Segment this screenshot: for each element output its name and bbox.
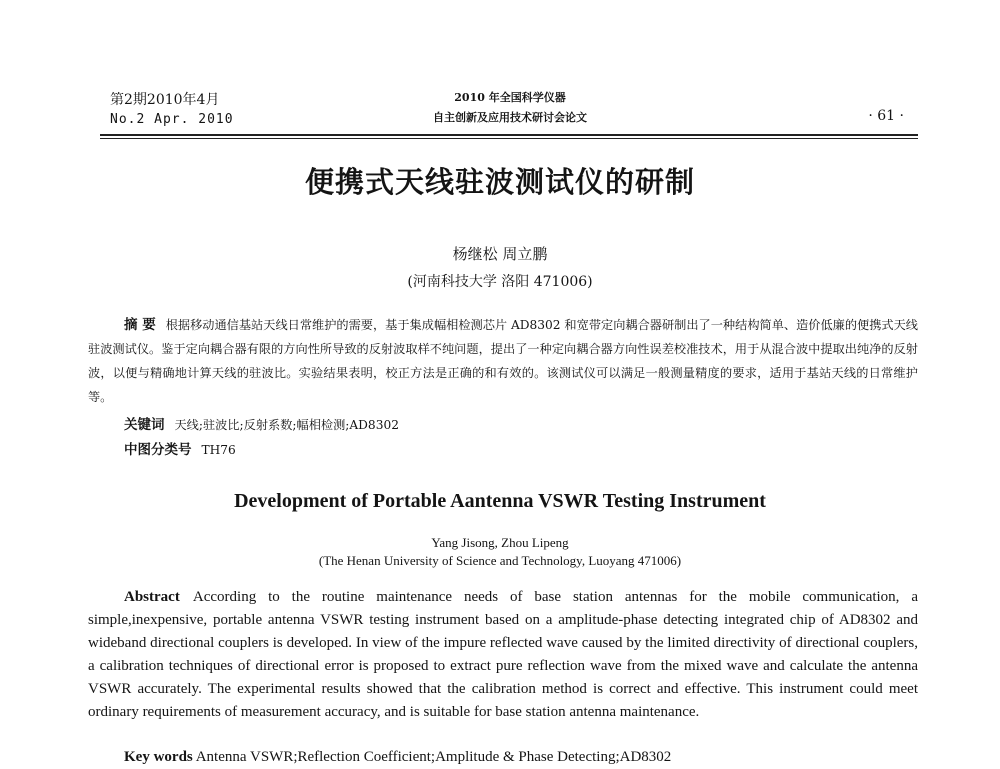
journal-issue	[110, 90, 234, 130]
affiliation-en: (The Henan University of Science and Technology, Luoyang 471006)	[318, 553, 682, 568]
classification-cn-text: TH76	[201, 443, 236, 457]
abstract-en	[88, 586, 918, 724]
authors-en: Yang Jisong, Zhou Lipeng	[431, 535, 569, 550]
conference-name	[380, 88, 640, 128]
issue-cn: 第2期2010年4月	[110, 92, 220, 108]
keywords-en-label: Key words	[124, 749, 193, 765]
paper-title-en: Development of Portable Aantenna VSWR Testing Instrument	[234, 490, 766, 512]
header-rule	[100, 134, 918, 136]
keywords-en	[124, 746, 671, 769]
abstract-cn	[88, 313, 918, 409]
classification-cn	[124, 438, 236, 458]
header-rule-thin	[100, 138, 918, 139]
keywords-cn	[124, 413, 399, 433]
abstract-en-text: According to the routine maintenance needs of base station antennas for the mobile communication, a simple,inexpensive, portable antenna VSWR testing instrument based on a amplitude-phase detecting integrated chip of AD8302 and wideband directional couplers is developed. In view of the impure reflected wave caused by the limited directivity of directional couplers, a calibration techniques of directional error is proposed to extract pure reflection wave from the mixed wave and calculate the antenna VSWR accurately. The experimental results showed that the calibration method is correct and effective. This instrument could meet ordinary requirements of measurement accuracy, and is suitable for base station antenna maintenance.	[88, 589, 918, 720]
classification-cn-label: 中图分类号	[124, 442, 192, 458]
conference-line-1: 2010 年全国科学仪器	[454, 91, 566, 104]
keywords-cn-text: 天线;驻波比;反射系数;幅相检测;AD8302	[174, 418, 399, 432]
keywords-en-text: Antenna VSWR;Reflection Coefficient;Amplitude & Phase Detecting;AD8302	[195, 749, 672, 765]
abstract-cn-text: 根据移动通信基站天线日常维护的需要，基于集成幅相检测芯片 AD8302 和宽带定向耦合器研制出了一种结构简单、造价低廉的便携式天线驻波测试仪。鉴于定向耦合器有限的方向性所导致的反射波取样不纯问题，提出了一种定向耦合器方向性误差校准技术，用于从混合波中提取出纯净的反射波，以便与精确地计算天线的驻波比。实验结果表明，校正方法是正确的和有效的。该测试仪可以满足一般测量精度的要求，适用于基站天线的日常维护等。	[88, 318, 918, 404]
affiliation-cn: (河南科技大学 洛阳 471006)	[407, 274, 593, 290]
abstract-en-label: Abstract	[124, 589, 180, 605]
paper-title-cn: 便携式天线驻波测试仪的研制	[304, 165, 695, 199]
page-number: · 61 ·	[868, 108, 904, 124]
authors-cn: 杨继松 周立鹏	[452, 245, 548, 263]
conference-line-2: 自主创新及应用技术研讨会论文	[433, 111, 587, 124]
issue-en: No.2 Apr. 2010	[110, 112, 234, 127]
abstract-cn-label: 摘 要	[124, 317, 156, 333]
keywords-cn-label: 关键词	[124, 417, 165, 433]
